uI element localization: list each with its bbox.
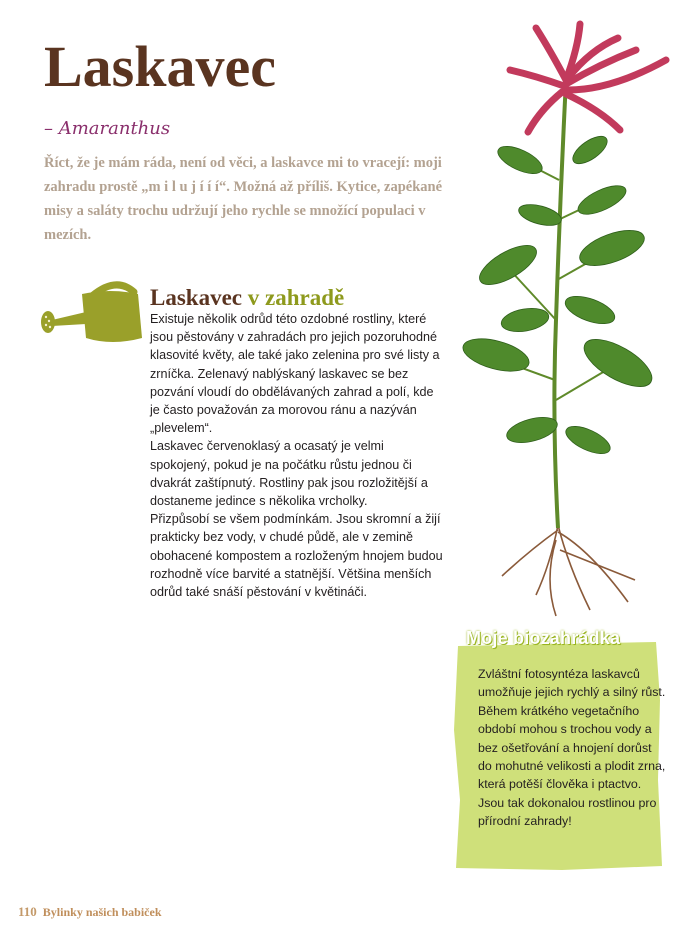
section-heading xyxy=(150,286,344,309)
section-heading-rest: v zahradě xyxy=(242,285,345,310)
watering-can-icon xyxy=(38,274,148,354)
book-title: Bylinky našich babiček xyxy=(42,905,162,919)
tip-box-title: Moje biozahrádka xyxy=(466,628,621,648)
page-title: Laskavec xyxy=(44,34,276,99)
section-heading-main: Laskavec xyxy=(150,285,242,310)
body-paragraph: Existuje několik odrůd této ozdobné rostliny, které jsou pěstovány v zahradách pro jejich pozoruhodné klasovité květy, ale také jako zelenina pro své listy a zrníčka. Zelenavý nablýskaný laskavec se bez pozvání vloudí do obdělávaných zahrad a polí, kde je často považován za morovou ránu a nazýván „plevelem“. xyxy=(150,312,440,436)
tip-box-text: Zvláštní fotosyntéza laskavců umožňuje jejich rychlý a silný růst. Během krátkého vegetačního období mohou s trochou vody a bez ošetřování a hnojení dorůst do mohutné velikosti a plodit zrna, která potěší člověka i ptactvo. Jsou tak dokonalou rostlinou pro přírodní zahrady! xyxy=(478,667,666,829)
body-paragraph: Přizpůsobí se všem podmínkám. Jsou skromní a žijí prakticky bez vody, v chudé půdě, ale v zemině obohacené kompostem a rozloženým hnojem budou rozhodně více barvité a statnější. Většina menších odrůd také snáší pěstování v květináči. xyxy=(150,512,443,600)
intro-paragraph: Říct, že je mám ráda, není od věci, a laskavce mi to vracejí: moji zahradu prostě „m i l u j í í í“. Možná až příliš. Kytice, zapékané misy a saláty trochu udržují jeho rychle se množící populaci v mezích. xyxy=(44,155,443,243)
amaranth-plant-illustration xyxy=(440,20,690,620)
page-footer xyxy=(18,904,162,920)
section-body xyxy=(150,310,445,601)
latin-name: – Amaranthus xyxy=(44,118,171,139)
body-paragraph: Laskavec červenoklasý a ocasatý je velmi spokojený, pokud je na počátku růstu jednou či dvakrát zaštípnutý. Rostliny pak jsou rozložitější a dostaneme jedince s několika vrcholky. xyxy=(150,439,428,509)
page-number: 110 xyxy=(18,904,37,919)
